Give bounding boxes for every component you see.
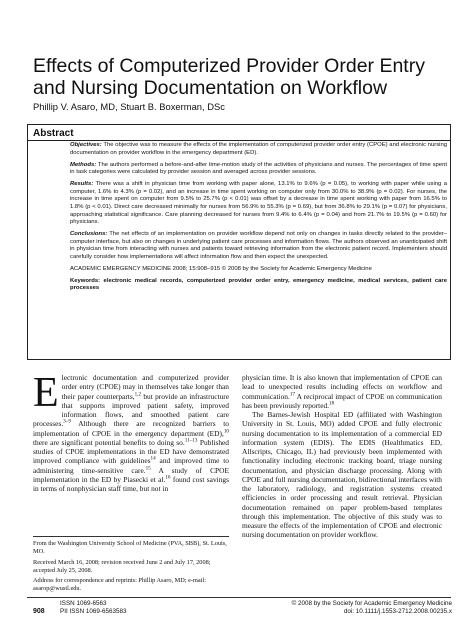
- results-label: Results:: [70, 181, 94, 188]
- ref-sup: 18: [329, 400, 335, 407]
- intro-text-1: lectronic documentation and computerized provider order entry (CPOE) may in themselves take longer than their paper counterparts,: [61, 373, 229, 401]
- page-number: 908: [33, 608, 45, 615]
- abstract-body: [70, 142, 447, 297]
- keywords-label: Keywords:: [70, 277, 101, 284]
- footnote-divider: [33, 536, 229, 537]
- ref-sup: 3–9: [63, 418, 71, 425]
- ref-sup: 15: [145, 465, 151, 472]
- conclusions-text: The net effects of an implementation on provider workflow depend not only on changes in tasks directly related to the provider–computer interface, but also on changes in underlying patient care processes and information flows. The authors observed an unanticipated shift in physician time from interacting with nurses and patients toward retrieving information from the electronic patient record. Implementers should carefully consider how implementations will affect information flow and then expect the unexpected.: [70, 231, 447, 260]
- drop-cap: E: [33, 370, 59, 416]
- right-text-1: physician time. It is also known that implementation of CPOE can lead to unexpected results including effects on workflow and communication.: [242, 373, 442, 401]
- ref-sup: 16: [165, 474, 171, 481]
- footer-copyright: © 2008 by the Society for Academic Emergency Medicine: [291, 600, 452, 607]
- body-column-right: [242, 373, 442, 540]
- abstract-objectives: [70, 142, 447, 157]
- objectives-text: The objective was to measure the effects of the implementation of computerized provider order entry (CPOE) and electronic nursing documentation on provider workflow in the emergency department (ED).: [70, 142, 448, 156]
- abstract-keywords: [70, 278, 447, 293]
- abstract-citation: ACADEMIC EMERGENCY MEDICINE 2008; 15:908–915 © 2008 by the Society for Academic Emergency Medicine: [70, 265, 372, 272]
- abstract-divider: [28, 140, 450, 141]
- conclusions-label: Conclusions:: [70, 231, 108, 238]
- footer-issn: ISSN 1069-6563: [60, 600, 107, 607]
- abstract-conclusions: [70, 231, 447, 261]
- intro-text-6: and improved time to administering time-sensitive care.: [33, 456, 229, 475]
- abstract-heading: Abstract: [33, 128, 74, 139]
- keywords-text: electronic medical records, computerized provider order entry, emergency medicine, medical services, patient care processes: [70, 277, 447, 292]
- methods-label: Methods:: [70, 161, 97, 168]
- footer-right: [292, 600, 452, 615]
- abstract-results: [70, 181, 447, 227]
- methods-text: The authors performed a before-and-after time-motion study of the activities of physicians and nurses. The percentages of time spent in task categories were calculated by provider session and averaged across provider sessions.: [70, 161, 447, 176]
- results-text: There was a shift in physician time from working with paper alone, 13.1% to 9.6% (p = 0.05), to working with paper while using a computer, 1.6% to 4.3% (p = 0.02), and an increase in time spent working on computer only from 30.0% to 38.9% (p = 0.02). For nurses, the increase in time spent on computer from 9.5% to 25.7% (p < 0.01) was offset by a decrease in time spent working with paper from 16.5% to 1.8% (p < 0.01). Direct care decreased minimally for nurses from 56.9% to 55.3% (p = 0.69), but from 36.8% to 29.1% (p = 0.07) for physicians, approaching statistical significance. Care planning decreased for nurses from 9.4% to 6.4% (p = 0.04) and from 21.7% to 19.5% (p = 0.60) for physicians.: [70, 181, 447, 226]
- ref-sup: 17: [289, 391, 295, 398]
- intro-text-8: found cost savings in terms of nonphysician staff time, but not in: [33, 474, 229, 493]
- intro-text-2: but provide an infrastructure that supports improved patient safety, improved information flows, and smoothed patient care processes.: [33, 391, 230, 429]
- ref-sup: 1,2: [134, 391, 142, 398]
- footnote-correspondence: Address for correspondence and reprints: Phillip Asaro, MD; e-mail: asarop@wustl.edu.: [33, 577, 206, 593]
- intro-text-4: there are significant potential benefits to doing so.: [33, 437, 185, 447]
- right-paragraph-1: [242, 373, 442, 410]
- abstract-methods: [70, 162, 447, 177]
- right-paragraph-2: The Barnes-Jewish Hospital ED (affiliated with Washington University in St. Louis, MO) added CPOE and fully electronic nursing documentation to its implementation of a commercial ED information system (EDIS). The EDIS (Healthmatics ED, Allscripts, Chicago, IL) had previously been implemented with functionality including electronic tracking board, triage nursing documentation, and physician discharge processing. Along with CPOE and full nursing documentation, bidirectional interfaces with the laboratory, radiology, and registration systems created efficiencies in order processing and result retrieval. Physician documentation remained on paper problem-based templates through this implementation. The objective of this study was to measure the effects of the implementation of CPOE and electronic nursing documentation on provider workflow.: [242, 410, 442, 540]
- intro-paragraph: [33, 370, 230, 493]
- footnotes: [33, 540, 229, 596]
- body-column-left: [33, 370, 230, 493]
- footnote-affiliation: From the Washington University School of Medicine (PVA, SBB), St. Louis, MO.: [33, 540, 227, 556]
- footer-divider: [27, 597, 451, 598]
- footer-pii: PII ISSN 1069-6563583: [60, 607, 127, 615]
- footer-left: [60, 600, 127, 615]
- ref-sup: 11–13: [184, 437, 198, 444]
- objectives-label: Objectives:: [70, 142, 102, 148]
- author-list: Phillip V. Asaro, MD, Stuart B. Boxerman, DSc: [33, 101, 225, 112]
- ref-sup: 10: [223, 428, 229, 435]
- right-text-2: A reciprocal impact of CPOE on communication has been previously reported.: [242, 391, 442, 410]
- intro-text-5: Published studies of CPOE implementations in the ED have demonstrated improved compliance with guidelines: [33, 437, 229, 466]
- intro-text-7: A study of CPOE implementation in the ED by Piasecki et al.: [33, 465, 229, 484]
- footnote-received: Received March 16, 2008; revision received June 2 and July 17, 2008; accepted July 25, 2008.: [33, 558, 211, 574]
- intro-text-3: Although there are recognized barriers to implementation of CPOE in the emergency department (ED),: [33, 419, 229, 438]
- article-title: Effects of Computerized Provider Order Entry and Nursing Documentation on Workflow: [33, 55, 425, 99]
- footer-doi: doi: 10.1111/j.1553-2712.2008.00235.x: [343, 607, 452, 615]
- ref-sup: 14: [150, 455, 156, 462]
